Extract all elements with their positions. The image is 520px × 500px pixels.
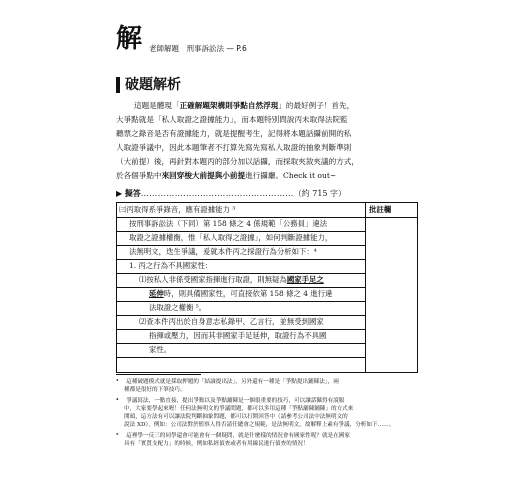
- answer-text: 時，則具備國家性，可直接依第 158 條之 4 進行違: [163, 289, 333, 298]
- answer-emphasis: 國家手足之: [286, 275, 324, 284]
- paragraph-line-5: （大前提）後，再針對本題丙的部分加以話攝，而採取夾敘夾議的方式，: [116, 157, 359, 166]
- triangle-icon: ▶: [116, 189, 123, 198]
- footnote-text: 這種破題模式就是採取押題的「結論提出法」，另外還有一種是「爭點提出鋪陳法」，兩: [126, 379, 339, 385]
- column-divider: [365, 203, 366, 372]
- paragraph-line-2: 大爭點就是「私人取證之證據能力」，而本題特別問說丙未取得法院監: [116, 115, 348, 124]
- footnote-number: ³: [116, 379, 119, 385]
- answer-line-3: 取證之證據權衡，惟「私人取得之證據」，如何判斷證據能力，: [129, 233, 333, 242]
- answer-line-6: [139, 274, 324, 286]
- answer-emphasis: 延伸: [149, 289, 164, 298]
- answer-line-10: 指揮或壓力，因而其非國家手足延伸，取證行為不具國: [149, 331, 327, 340]
- row-divider: [117, 357, 365, 358]
- answer-heading: [116, 187, 412, 200]
- answer-line-1: ㈢丙取得系爭錄音，應有證據能力 ³: [119, 205, 236, 214]
- footnote-separator: [116, 374, 201, 375]
- paragraph-line-3: 聽票之錄音是否有證據能力，就是提醒考生，記得將本題話攝前開的私: [116, 129, 352, 138]
- header-character: 解: [116, 24, 143, 54]
- section-heading: 破題解析: [125, 77, 181, 93]
- answer-line-8: 法取證之權衡 ⁵。: [149, 303, 207, 312]
- paragraph-emphasis: 正確解題架構則爭點自然浮現: [179, 101, 279, 110]
- footnote-number: ⁵: [116, 433, 119, 439]
- paragraph-text: 於各個爭點中: [116, 171, 162, 180]
- paragraph-text: 」的最好例子！首先，: [278, 101, 355, 110]
- answer-table: [116, 202, 418, 373]
- paragraph-line-1: [116, 99, 418, 113]
- footnote-4-line-4: 說法 XD），例如：公司法對於監察人得否請任總會之規範，是法無明文，故解釋上素有爭議，分析如下……。: [124, 422, 395, 428]
- answer-line-9: ⑵查本件丙出於自身意志私錄甲、乙言行，並無受到國家: [139, 317, 324, 326]
- header-page-number: — P.6: [226, 44, 247, 53]
- header-book-title: 老師解題 刑事訴訟法: [149, 44, 224, 53]
- answer-line-4: 法無明文，迭生爭議，爰就本件丙之採證行為分析如下：⁴: [129, 247, 317, 256]
- footnote-3-line-2: 種都是很好的下筆技巧。: [124, 387, 186, 393]
- annotation-column-header: 批註欄: [369, 205, 392, 214]
- paragraph-line-4: 人取證爭議中，因此本題筆者不打算先寫先寫私人取證的抽象判斷準則: [116, 143, 352, 152]
- paragraph-emphasis: 來回穿梭大前提與小前提: [161, 171, 246, 180]
- answer-line-11: 家性。: [149, 345, 172, 354]
- answer-line-7: [149, 288, 332, 300]
- footnote-4-line-2: 中，大家要學起來喔！任何法無明文的爭議問題，都可以多用這種「爭點舖陳鋪陳」的方式來: [124, 406, 354, 412]
- footnote-text: 這裡學一反三的同學還會可能會有一個疑問，就是什麼樣的情況會有國家性呢？就是在國家: [126, 433, 350, 439]
- paragraph-text: 這題是體現「: [134, 101, 180, 110]
- answer-text: ⑴按私人非係受國家指揮進行取證，則無疑為: [139, 275, 287, 284]
- leader-dots: ………………………………………………: [140, 189, 294, 198]
- section-heading-bar: [116, 77, 120, 93]
- paragraph-line-6: [116, 169, 418, 183]
- footnote-4-line-1: [116, 397, 416, 405]
- paragraph-text: 進行攝廳。Check it out~: [245, 171, 337, 180]
- footnote-3-line-1: [116, 378, 416, 386]
- answer-label: 擬答: [124, 188, 141, 198]
- footnote-number: ⁴: [116, 398, 119, 404]
- answer-line-2: 按刑事訴訟法（下同）第 158 條之 4 係規範「公務員」違法: [129, 219, 328, 228]
- footnote-text: 爭議寫法，一點直接，提出爭點以及爭點舖陳是一個很重要的技巧，可以讓話攝得有說服: [126, 398, 345, 404]
- header-title: [149, 44, 247, 54]
- answer-word-count: （約 715 字）: [293, 189, 347, 198]
- footnote-4-line-3: 開頭，這方法有可以讓法院判斷抽象問題，都可以打開回答中（請參考公司法中法無明文的: [124, 414, 348, 420]
- footnote-5-line-1: [116, 432, 416, 440]
- footnote-5-line-2: 具有「實質支配力」的時候，例如私經偵查或者有用線民進行偵查的情況！: [124, 441, 309, 447]
- answer-line-5: 1. 丙之行為不具國家性：: [129, 261, 213, 270]
